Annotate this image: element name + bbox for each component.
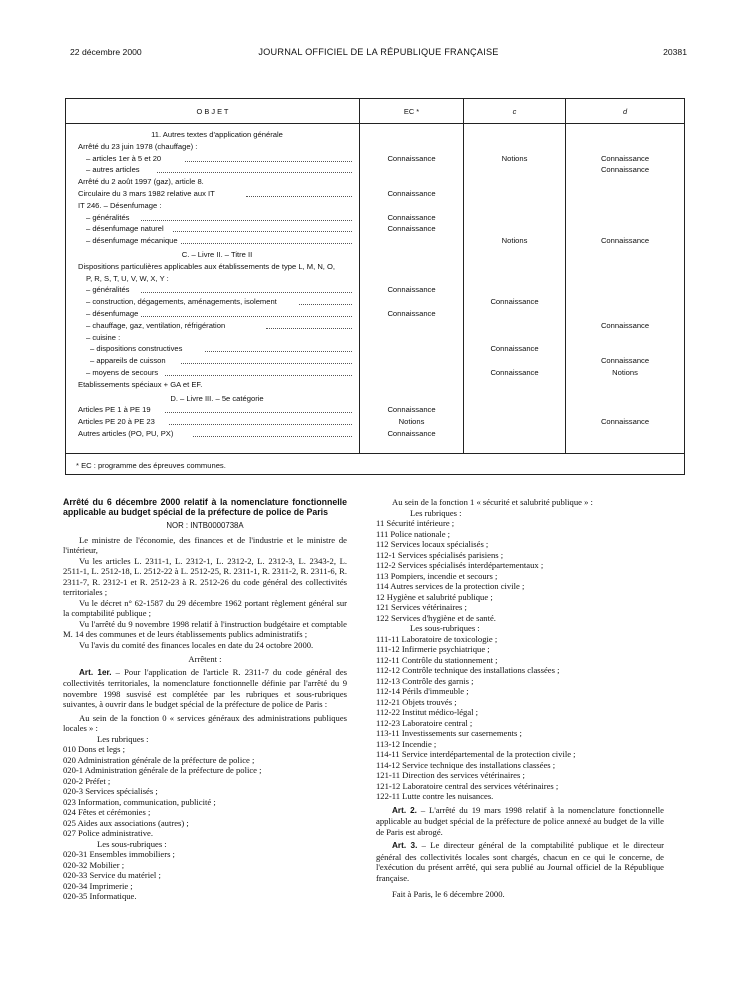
table-row <box>66 129 684 140</box>
dot-leader <box>181 243 352 244</box>
d-value: Connaissance <box>600 320 650 330</box>
ec-value: Connaissance <box>387 224 436 234</box>
row-label: P, R, S, T, U, V, W, X, Y : <box>86 273 169 283</box>
journal-title: JOURNAL OFFICIEL DE LA RÉPUBLIQUE FRANÇAISE <box>258 47 499 57</box>
curriculum-table <box>65 98 685 475</box>
row-label: Circulaire du 3 mars 1982 relative aux IT <box>78 189 215 198</box>
table-row <box>66 261 684 272</box>
intro-paragraph: Le ministre de l'économie, des finances et de l'industrie et le ministre de l'intérieur, <box>63 534 347 556</box>
ec-value: Notions <box>398 417 425 427</box>
article-3-label: Art. 3. <box>392 841 418 850</box>
list-item: 112 Services locaux spécialisés ; <box>376 539 489 549</box>
list-item: 023 Information, communication, publicité ; <box>63 796 216 807</box>
list-item: 020-33 Service du matériel ; <box>63 870 161 881</box>
dot-leader <box>141 220 352 221</box>
row-label: Arrêté du 23 juin 1978 (chauffage) : <box>78 141 198 151</box>
list-item: 121 Services vétérinaires ; <box>376 602 467 612</box>
dot-leader <box>173 231 352 232</box>
table-row <box>66 320 684 331</box>
article-2-text: – L'arrêté du 19 mars 1998 relatif à la nomenclature fonctionnelle applicable au budget spécial de la préfecture de police annexé au budget de la ville de Paris est abrogé. <box>376 804 664 837</box>
article-1-label: Art. 1er. <box>79 667 112 677</box>
table-row <box>66 416 684 427</box>
dot-leader <box>185 161 352 162</box>
column-header-ec: EC * <box>403 107 420 116</box>
table-row <box>66 332 684 343</box>
row-label: – désenfumage <box>86 309 139 318</box>
article-3-text: – Le directeur général de la comptabilité publique et le directeur général des collectivités locales sont chargés, chacun en ce qui le concerne, de l'exécution du présent arrêté, qui sera publié au Journal officiel de la République française. <box>376 840 664 883</box>
d-value: Notions <box>612 368 638 377</box>
list-item: 112-21 Objets trouvés ; <box>376 696 457 707</box>
list-item: 114-11 Service interdépartemental de la protection civile ; <box>376 749 576 759</box>
fonction-1-heading: Au sein de la fonction 1 « sécurité et salubrité publique » : <box>392 497 593 507</box>
table-row <box>66 404 684 415</box>
table-row <box>66 188 684 199</box>
list-item: 020 Administration générale de la préfecture de police ; <box>63 754 255 765</box>
list-item: 024 Fêtes et cérémonies ; <box>63 807 151 818</box>
row-label: – appareils de cuisson <box>90 356 166 366</box>
page-number: 20381 <box>663 47 687 57</box>
list-item: 12 Hygiène et salubrité publique ; <box>376 591 493 602</box>
article-2-label: Art. 2. <box>392 805 417 815</box>
table-row <box>66 164 684 175</box>
row-label: C. – Livre II. – Titre II <box>181 250 253 259</box>
rubriques-1-list <box>376 518 664 623</box>
table-row <box>66 393 684 404</box>
page-header <box>70 47 687 61</box>
dot-leader <box>266 328 352 329</box>
article-2 <box>376 805 664 838</box>
list-item: 020-2 Préfet ; <box>63 775 111 786</box>
list-item: 020-3 Services spécialisés ; <box>63 786 158 797</box>
list-item: 113-12 Incendie ; <box>376 738 437 749</box>
list-item: 114-12 Service technique des installations classées ; <box>376 759 556 770</box>
row-label: Autres articles (PO, PU, PX) <box>78 429 174 438</box>
c-value: Notions <box>501 236 528 246</box>
intro-paragraph: Vu l'arrêté du 9 novembre 1998 relatif à l'instruction budgétaire et comptable M. 14 des communes et de leurs établissements publics administratifs ; <box>63 618 347 640</box>
table-row <box>66 223 684 234</box>
row-label: IT 246. – Désenfumage : <box>78 200 162 210</box>
ec-value: Connaissance <box>387 212 436 222</box>
d-value: Connaissance <box>600 236 650 246</box>
ec-value: Connaissance <box>387 429 436 438</box>
d-value: Connaissance <box>600 356 650 366</box>
row-label: Dispositions particulières applicables aux établissements de type L, M, N, O, <box>78 261 336 271</box>
row-label: – dispositions constructives <box>90 344 183 354</box>
dot-leader <box>181 363 352 364</box>
sous-rubriques-0-list <box>63 849 347 902</box>
c-value: Connaissance <box>490 344 539 354</box>
row-label: 11. Autres textes d'application générale <box>151 130 283 139</box>
footnote-divider <box>66 453 684 454</box>
list-item: 020-1 Administration générale de la préfecture de police ; <box>63 765 262 776</box>
table-row <box>66 379 684 390</box>
list-item: 112-23 Laboratoire central ; <box>376 717 473 728</box>
signoff: Fait à Paris, le 6 décembre 2000. <box>392 889 505 899</box>
table-row <box>66 296 684 307</box>
list-item: 122-11 Lutte contre les nuisances. <box>376 791 494 801</box>
row-label: Articles PE 1 à PE 19 <box>78 405 151 415</box>
decree-right-column <box>376 497 664 900</box>
dot-leader <box>299 304 352 305</box>
row-label: – chauffage, gaz, ventilation, réfrigération <box>86 320 226 330</box>
list-item: 112-12 Contrôle technique des installations classées ; <box>376 665 560 675</box>
d-value: Connaissance <box>600 165 650 175</box>
row-label: – construction, dégagements, aménagements, isolement <box>86 297 277 307</box>
table-footnote: * EC : programme des épreuves communes. <box>76 461 226 470</box>
dot-leader <box>141 316 352 317</box>
table-row <box>66 273 684 284</box>
article-1-text: – Pour l'application de l'article R. 2311-7 du code général des collectivités territoriales, la nomenclature fonctionnelle définie par l'arrêté du 9 novembre 1998 susvisé est complétée par les rubriques et sous-rubriques suivantes, à ouvrir dans le budget spécial de la préfecture de police de Paris : <box>63 666 347 710</box>
list-item: 121-11 Direction des services vétérinaires ; <box>376 770 525 780</box>
list-item: 112-22 Institut médico-légal ; <box>376 707 479 717</box>
row-label: – autres articles <box>86 165 140 175</box>
table-row <box>66 308 684 319</box>
list-item: 11 Sécurité intérieure ; <box>376 518 455 528</box>
list-item: 111-12 Infirmerie psychiatrique ; <box>376 644 490 654</box>
list-item: 112-11 Contrôle du stationnement ; <box>376 654 498 665</box>
decree-left-column <box>63 497 347 902</box>
c-value: Notions <box>501 153 528 163</box>
list-item: 025 Aides aux associations (autres) ; <box>63 817 189 828</box>
list-item: 121-12 Laboratoire central des services vétérinaires ; <box>376 780 559 791</box>
article-1 <box>63 667 347 710</box>
ec-value: Connaissance <box>387 285 436 295</box>
list-item: 122 Services d'hygiène et de santé. <box>376 612 496 623</box>
table-row <box>66 428 684 439</box>
dot-leader <box>246 196 352 197</box>
table-row <box>66 141 684 152</box>
list-item: 114 Autres services de la protection civile ; <box>376 581 525 591</box>
header-divider <box>66 123 684 124</box>
row-label: – désenfumage naturel <box>86 224 164 234</box>
table-row <box>66 249 684 260</box>
list-item: 113 Pompiers, incendie et secours ; <box>376 570 498 581</box>
row-label: – généralités <box>86 285 130 295</box>
list-item: 112-14 Périls d'immeuble ; <box>376 686 469 696</box>
arretent-heading: Arrêtent : <box>188 654 222 665</box>
c-value: Connaissance <box>490 368 539 377</box>
column-header-objet: O B J E T <box>196 107 229 116</box>
list-item: 020-34 Imprimerie ; <box>63 880 133 891</box>
row-label: Etablissements spéciaux + GA et EF. <box>78 379 203 389</box>
fonction-0-heading: Au sein de la fonction 0 « services généraux des administrations publiques locales » : <box>63 712 347 734</box>
row-label: – moyens de secours <box>86 368 159 377</box>
table-row <box>66 212 684 223</box>
list-item: 111-11 Laboratoire de toxicologie ; <box>376 633 498 644</box>
rubriques-0-list <box>63 744 347 839</box>
ec-value: Connaissance <box>387 189 436 198</box>
ec-value: Connaissance <box>387 309 436 318</box>
list-item: 027 Police administrative. <box>63 828 153 839</box>
table-row <box>66 355 684 366</box>
row-label: Arrêté du 2 août 1997 (gaz), article 8. <box>78 177 204 187</box>
table-row <box>66 235 684 246</box>
ec-value: Connaissance <box>387 405 436 415</box>
row-label: – articles 1er à 5 et 20 <box>86 153 162 163</box>
intro-paragraph: Vu l'avis du comité des finances locales en date du 24 octobre 2000. <box>79 639 314 650</box>
table-row <box>66 176 684 187</box>
intro-paragraph: Vu les articles L. 2311-1, L. 2312-1, L. 2312-2, L. 2312-3, L. 2343-2, L. 2511-1, L. 2512-18, L. 2512-22 à L. 2512-25, R. 2311-1, R. 2311-2, R. 2311-6, R. 2311-7, R. 2312-1 et R. 2512-23 à R. 2512-26 du code général des collectivités territoriales ; <box>63 555 347 598</box>
list-item: 112-2 Services spécialisés interdépartementaux ; <box>376 560 544 570</box>
article-3 <box>376 840 664 883</box>
sous-rubriques-heading: Les sous-rubriques : <box>97 838 167 849</box>
list-item: 020-31 Ensembles immobiliers ; <box>63 849 175 860</box>
table-row <box>66 200 684 211</box>
dot-leader <box>157 172 352 173</box>
list-item: 112-13 Contrôle des garnis ; <box>376 675 474 686</box>
dot-leader <box>169 424 352 425</box>
header-date: 22 décembre 2000 <box>70 47 142 57</box>
dot-leader <box>165 412 352 413</box>
d-value: Connaissance <box>600 417 650 427</box>
column-header-c: c <box>512 107 517 116</box>
list-item: 113-11 Investissements sur casernements ; <box>376 728 522 738</box>
dot-leader <box>141 292 352 293</box>
list-item: 020-32 Mobilier ; <box>63 859 125 870</box>
rubriques-heading: Les rubriques : <box>410 507 462 518</box>
table-row <box>66 343 684 354</box>
nor-reference: NOR : INTB0000738A <box>166 521 244 531</box>
list-item: 112-1 Services spécialisés parisiens ; <box>376 549 504 560</box>
row-label: – désenfumage mécanique <box>86 236 178 246</box>
list-item: 020-35 Informatique. <box>63 891 137 902</box>
row-label: D. – Livre III. – 5e catégorie <box>170 393 264 403</box>
table-row <box>66 153 684 164</box>
sous-rubriques-heading: Les sous-rubriques : <box>410 623 480 633</box>
dot-leader <box>193 436 352 437</box>
row-label: Articles PE 20 à PE 23 <box>78 417 155 427</box>
c-value: Connaissance <box>490 297 539 307</box>
decree-title: Arrêté du 6 décembre 2000 relatif à la nomenclature fonctionnelle applicable au budget spécial de la préfecture de police de Paris <box>63 497 347 518</box>
row-label: – cuisine : <box>86 332 121 342</box>
sous-rubriques-1-list <box>376 634 664 802</box>
table-row <box>66 284 684 295</box>
dot-leader <box>165 375 352 376</box>
table-row <box>66 367 684 378</box>
d-value: Connaissance <box>600 153 650 163</box>
row-label: – généralités <box>86 212 130 222</box>
list-item: 010 Dons et legs ; <box>63 744 126 755</box>
list-item: 111 Police nationale ; <box>376 528 451 539</box>
dot-leader <box>205 351 352 352</box>
ec-value: Connaissance <box>387 153 436 163</box>
intro-paragraph: Vu le décret n° 62-1587 du 29 décembre 1962 portant règlement général sur la comptabilité publique ; <box>63 597 347 619</box>
rubriques-heading: Les rubriques : <box>97 733 149 744</box>
column-header-d: d <box>622 107 628 116</box>
